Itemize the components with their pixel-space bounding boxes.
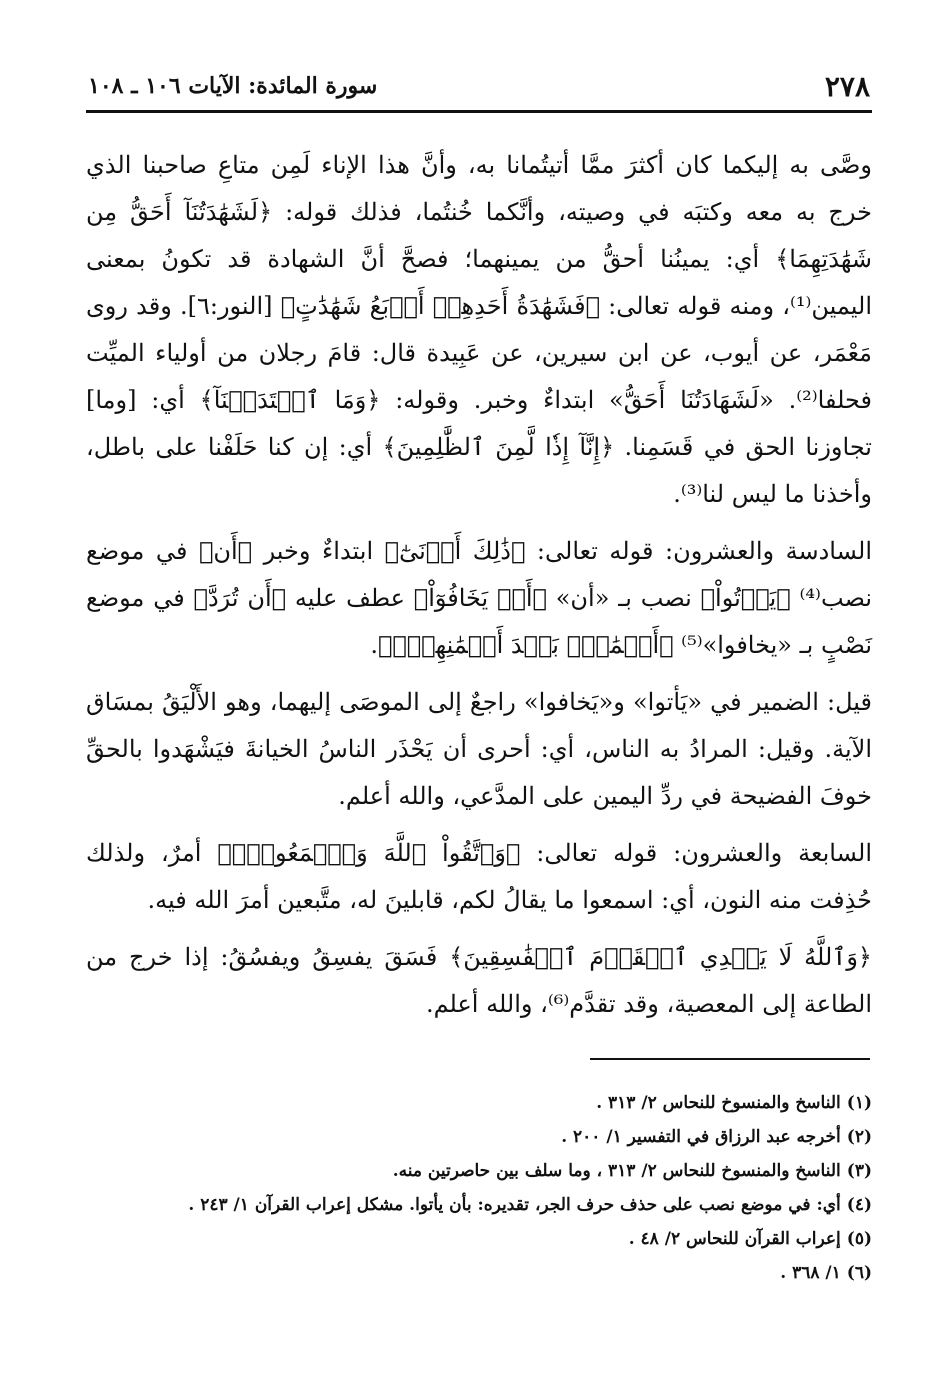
footnote <box>86 1120 872 1154</box>
footnote-number: (١) <box>846 1093 872 1113</box>
footnote <box>86 1256 872 1290</box>
footnote-text: إعراب القرآن للنحاس ٢/ ٤٨ . <box>628 1229 841 1249</box>
footnote <box>86 1188 872 1222</box>
footnote-text: ١/ ٣٦٨ . <box>780 1263 841 1283</box>
paragraph: وصَّى به إليكما كان أكثرَ ممَّا أتيتُمانا به، وأنَّ هذا الإناء لَمِن متاعِ صاحبنا الذي خرج به معه وكتبَه في وصيته، وأنَّكما خُنتُما، فذلك قوله: ﴿لَشَهَٰدَتُنَآ أَحَقُّ مِن شَهَٰدَتِهِمَا﴾ أي: يمينُنا أحقُّ من يمينهما؛ فصحَّ أنَّ الشهادة قد تكونُ بمعنى اليمين⁽¹⁾، ومنه قوله تعالى: ﴿فَشَهَٰدَةُ أَحَدِهِمۡ أَرۡبَعُ شَهَٰدَٰتٍ﴾ [النور:٦]. وقد روى مَعْمَر، عن أيوب، عن ابن سيرين، عن عَبِيدة قال: قامَ رجلان من أولياء الميِّت فحلفا⁽²⁾. «لَشَهَادَتُنَا أَحَقُّ» ابتداءٌ وخبر. وقوله: ﴿وَمَا ٱعۡتَدَيۡنَآ﴾ أي: [وما] تجاوزنا الحق في قَسَمِنا. ﴿إِنَّآ إِذٗا لَّمِنَ ٱلظَّٰلِمِينَ﴾ أي: إن كنا حَلَفْنا على باطل، وأخذنا ما ليس لنا⁽³⁾. <box>86 151 873 508</box>
header-divider <box>86 110 872 113</box>
footnote-text: أخرجه عبد الرزاق في التفسير ١/ ٢٠٠ . <box>561 1127 841 1147</box>
running-title: سورة المائدة: الآيات ١٠٦ ـ ١٠٨ <box>88 73 378 99</box>
footnote-text: أي: في موضع نصب على حذف حرف الجر، تقديره: بأن يأتوا. مشكل إعراب القرآن ١/ ٢٤٣ . <box>188 1195 841 1215</box>
footnote-text: الناسخ والمنسوخ للنحاس ٢/ ٣١٣ . <box>596 1093 841 1113</box>
paragraph: السادسة والعشرون: قوله تعالى: ﴿ذَٰلِكَ أَدۡنَىٰٓ﴾ ابتداءٌ وخبر ﴿أَن﴾ في موضع نصب⁽⁴⁾ ﴿يَأۡتُواْ﴾ نصب بـ «أن» ﴿أَوۡ يَخَافُوٓاْ﴾ عطف عليه ﴿أَن تُرَدَّ﴾ في موضع نَصْبٍ بـ «يخافوا»⁽⁵⁾ ﴿أَيۡمَٰنُۢ بَعۡدَ أَيۡمَٰنِهِمۡۗ﴾. <box>86 537 872 659</box>
footnote-number: (٥) <box>846 1229 872 1249</box>
footnote-number: (٢) <box>846 1127 872 1147</box>
page-header <box>88 66 870 106</box>
paragraph: قيل: الضمير في «يَأتوا» و«يَخافوا» راجعٌ إلى الموصَى إليهما، وهو الأَلْيَقُ بمسَاق الآية. وقيل: المرادُ به الناس، أي: أحرى أن يَحْذَر الناسُ الخيانةَ فيَشْهَدوا بالحقِّ خوفَ الفضيحة في ردِّ اليمين على المدَّعي، والله أعلم. <box>86 688 872 810</box>
footnote-number: (٦) <box>846 1263 872 1283</box>
footnotes <box>86 1086 872 1290</box>
footnote <box>86 1154 872 1188</box>
paragraph: السابعة والعشرون: قوله تعالى: ﴿وَٱتَّقُواْ ٱللَّهَ وَٱسۡمَعُواْۗ﴾ أمرٌ، ولذلك حُذِفت منه النون، أي: اسمعوا ما يقالُ لكم، قابلينَ له، متَّبعين أمرَ الله فيه. <box>86 839 872 914</box>
paragraph: ﴿وَٱللَّهُ لَا يَهۡدِي ٱلۡقَوۡمَ ٱلۡفَٰسِقِينَ﴾ فَسَقَ يفسِقُ ويفسُقُ: إذا خرج من الطاعة إلى المعصية، وقد تقدَّم⁽⁶⁾، والله أعلم. <box>86 943 872 1018</box>
footnote-number: (٤) <box>846 1195 872 1215</box>
footnote-text: الناسخ والمنسوخ للنحاس ٢/ ٣١٣ ، وما سلف بين حاصرتين منه. <box>392 1161 841 1181</box>
footnote-divider <box>590 1058 870 1060</box>
footnote <box>86 1086 872 1120</box>
page-number: ٢٧٨ <box>824 69 870 103</box>
footnote <box>86 1222 872 1256</box>
footnote-number: (٣) <box>846 1161 872 1181</box>
main-text <box>86 142 872 1038</box>
